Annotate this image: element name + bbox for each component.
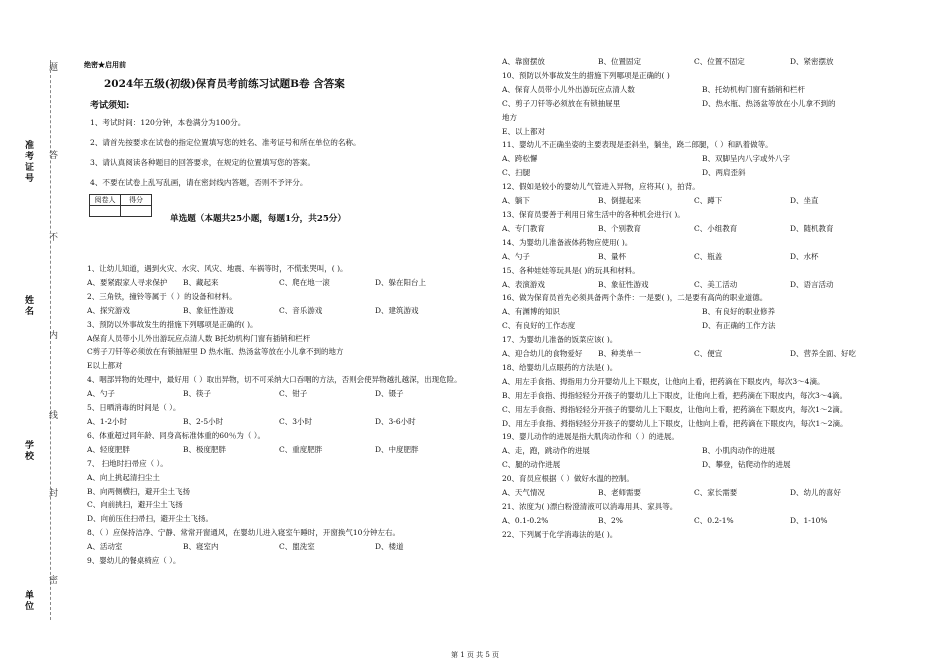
answer-option: A、要紧跟家人寻求保护 (87, 277, 168, 287)
answer-option: A、走，跑，跳动作的进展 (502, 446, 590, 456)
question-text: B、向两侧横扫，避开尘土飞扬 (87, 486, 191, 496)
answer-option: C、瓶盖 (694, 251, 723, 261)
question-text: E、以上都对 (502, 126, 545, 136)
option-row (502, 166, 912, 180)
page-title: 2024年五级(初级)保育员考前练习试题B卷 含答案 (104, 78, 345, 90)
answer-option: C、美工活动 (694, 279, 738, 289)
answer-option: C、盥洗室 (279, 542, 315, 552)
answer-option: B、小肌肉动作的进展 (702, 446, 776, 456)
answer-option: D、有正确的工作方法 (702, 321, 776, 331)
answer-option: B、有良好的职业修养 (702, 307, 776, 317)
option-row (87, 276, 482, 290)
option-row (502, 278, 912, 292)
notice-item: 1、考试时间：120分钟，本卷满分为100分。 (90, 118, 246, 127)
answer-option: A、保育人员带小儿外出游玩应点清人数 (502, 84, 635, 94)
answer-option: D、幼儿的喜好 (790, 488, 842, 498)
answer-option: B、双脚呈内八字或外八字 (702, 154, 791, 164)
margin-label-school: 学校 (23, 440, 33, 462)
answer-option: C、3小时 (279, 416, 313, 426)
answer-option: A、天气情况 (502, 488, 545, 498)
answer-option: C、重度肥胖 (279, 444, 323, 454)
question-text: A、用左手食指、拇指用力分开婴幼儿上下眼皮，让他向上看，把药滴在下眼皮内，每次3～4滴。 (502, 376, 825, 386)
answer-option: B、筷子 (183, 389, 212, 399)
question-text: 4、咽部异物的处理中，最好用（ ）取出异物，切不可采纳大口吞咽的方法，否则会使异物越扎越深，出现危险。 (87, 375, 462, 385)
reviewer-cell (90, 206, 121, 217)
answer-option: A、躺下 (502, 196, 530, 206)
question-text: 13、保育员要善于利用日常生活中的各种机会进行( )。 (502, 209, 685, 219)
option-row (502, 250, 912, 264)
answer-option: C、家长需要 (694, 488, 738, 498)
answer-option: A、活动室 (87, 542, 123, 552)
answer-option: A、跨松懈 (502, 154, 538, 164)
notice-item: 3、请认真阅读各种题目的回答要求，在规定的位置填写您的答案。 (90, 158, 316, 167)
question-text: 11、婴幼儿不正确坐姿的主要表现是歪斜坐，躺坐，跷二郎腿，（ ）和趴着做等。 (502, 140, 773, 150)
answer-option: B、种类单一 (598, 349, 642, 359)
answer-option: B、极度肥胖 (183, 444, 227, 454)
seal-char: 封 (47, 488, 57, 498)
question-text: 21、浓度为( )漂白粉澄清液可以消毒用具、家具等。 (502, 502, 678, 511)
question-text: C剪子刀钎等必须放在有锁抽屉里 D 热水瓶、热汤盆等放在小儿拿不到的地方 (87, 347, 344, 357)
answer-option: C、0.2-1% (694, 515, 734, 525)
question-text: 22、下列属于化学消毒法的是( )。 (502, 529, 618, 539)
answer-option: D、坐直 (790, 196, 819, 206)
question-text: C、向前挑扫，避开尘土飞扬 (87, 500, 183, 510)
answer-option: D、建筑游戏 (375, 305, 419, 315)
option-row (502, 347, 912, 361)
answer-option: B、倒提起来 (598, 196, 642, 206)
option-row (87, 540, 482, 554)
option-row (502, 152, 912, 166)
answer-option: B、位置固定 (598, 57, 642, 66)
answer-option: A、迎合幼儿的食物爱好 (502, 349, 583, 359)
question-text: 2、三角铁，撞铃等属于（ ）的设备和材料。 (87, 291, 237, 301)
question-text: 16、做为保育员首先必须具备两个条件：一是要( )，二是要有高尚的职业道德。 (502, 293, 768, 303)
score-header: 得分 (121, 195, 152, 206)
option-row (502, 194, 912, 208)
question-text: D、向前压住扫帚扫，避开尘土飞扬。 (87, 514, 214, 524)
answer-option: A、有渊博的知识 (502, 307, 560, 317)
seal-char: 答 (47, 150, 57, 160)
answer-option: C、扫腿 (502, 168, 531, 178)
notice-title: 考试须知: (90, 101, 130, 111)
option-row (87, 415, 482, 429)
answer-option: D、语言活动 (790, 279, 834, 289)
seal-char: 题 (47, 62, 57, 72)
answer-option: D、楼道 (375, 542, 404, 552)
section-title: 单选题（本题共25小题，每题1分，共25分） (170, 214, 346, 224)
notice-item: 4、不要在试卷上乱写乱画，请在密封线内答题，否则不予评分。 (90, 178, 308, 187)
question-text: 10、预防以外事故发生的措施下列哪项是正确的( ) (502, 70, 670, 80)
answer-option: B、2% (598, 515, 623, 525)
option-row (502, 319, 912, 333)
answer-option: A、轻度肥胖 (87, 444, 130, 454)
answer-option: D、紧密摆放 (790, 57, 834, 66)
answer-option: C、小组教育 (694, 223, 738, 233)
answer-option: C、爬在地一滚 (279, 277, 330, 287)
answer-option: A、勺子 (87, 389, 115, 399)
page-number: 第 1 页 共 5 页 (450, 651, 500, 659)
answer-option: A、靠窗摆放 (502, 57, 545, 66)
question-text: 1、让幼儿知道，遇到火灾、水灾、风灾、地震、车祸等时，不慌张哭叫，( )。 (87, 264, 348, 273)
question-text: 20、育员应根据（ ）做好水温的控制。 (502, 474, 634, 484)
answer-option: C、位置不固定 (694, 57, 745, 66)
score-table (89, 194, 152, 217)
answer-option: D、随机教育 (790, 223, 834, 233)
margin-label-name: 姓名 (23, 295, 33, 317)
right-question-column (502, 55, 912, 542)
binding-margin (0, 0, 72, 671)
question-text: 15、各种娃娃等玩具是( )的玩具和材料。 (502, 265, 640, 275)
answer-option: B、象征性游戏 (598, 279, 649, 289)
answer-option: D、攀登，钻爬动作的进展 (702, 460, 791, 470)
seal-char: 不 (47, 232, 57, 242)
answer-option: B、托幼机构门窗有插销和栏杆 (702, 84, 806, 94)
reviewer-header: 阅卷人 (90, 195, 121, 206)
notice-item: 2、请首先按要求在试卷的指定位置填写您的姓名、准考证号和所在单位的名称。 (90, 138, 361, 147)
question-text: 8、（ ）应保持洁净、宁静、常常开窗通风，在婴幼儿进入寝室午睡时，开窗换气10分钟左右。 (87, 528, 400, 538)
answer-option: C、钳子 (279, 389, 308, 399)
answer-option: B、2-5小时 (183, 416, 224, 426)
answer-option: A、0.1-0.2% (502, 515, 549, 525)
question-text: 12、假如是较小的婴幼儿气管进入异物，应将其( )，拍背。 (502, 182, 700, 192)
question-text: 9、婴幼儿的餐桌椅应（ ）。 (87, 556, 181, 566)
question-text: 18、给婴幼儿点眼药的方法是( )。 (502, 362, 618, 372)
answer-option: A、专门教育 (502, 223, 545, 233)
answer-option: B、老师需要 (598, 488, 642, 498)
answer-option: A、表演游戏 (502, 279, 545, 289)
answer-option: B、个别教育 (598, 223, 642, 233)
confidential-mark: 绝密★启用前 (84, 60, 126, 69)
option-row (502, 97, 912, 111)
question-text: 7、 扫地时扫帚应（ ）。 (87, 458, 168, 468)
option-row (502, 222, 912, 236)
answer-option: D、两肩歪斜 (702, 168, 746, 178)
question-text: E以上都对 (87, 361, 123, 371)
answer-option: B、象征性游戏 (183, 305, 234, 315)
answer-option: C、便宜 (694, 349, 723, 359)
answer-option: B、量杯 (598, 251, 627, 261)
option-row (502, 458, 912, 472)
left-question-column (87, 262, 482, 568)
answer-option: B、藏起来 (183, 277, 219, 287)
score-cell (121, 206, 152, 217)
answer-option: D、营养全面、好吃 (790, 349, 857, 359)
option-row (502, 486, 912, 500)
margin-label-exam-id: 准考证号 (23, 140, 33, 184)
option-row (502, 55, 912, 69)
answer-option: D、镊子 (375, 389, 404, 399)
question-text: C、用左手食指、拇指轻轻分开孩子的婴幼儿上下眼皮，让他向上看，把药滴在下眼皮内，每次1～2滴。 (502, 404, 848, 414)
seal-char: 内 (47, 330, 57, 340)
option-row (502, 305, 912, 319)
question-text: 5、日晒消毒的时间是（ ）。 (87, 403, 181, 413)
question-text: 地方 (502, 112, 517, 122)
answer-option: C、剪子刀钎等必须放在有锁抽屉里 (502, 98, 621, 108)
answer-option: C、有良好的工作态度 (502, 321, 576, 331)
seal-char: 密 (47, 575, 57, 585)
option-row (87, 443, 482, 457)
answer-option: D、3-6小时 (375, 416, 416, 426)
answer-option: C、音乐游戏 (279, 305, 323, 315)
answer-option: A、探究游戏 (87, 305, 130, 315)
answer-option: B、寝室内 (183, 542, 219, 552)
question-text: 14、为婴幼儿准备液体药物应使用( )。 (502, 237, 633, 247)
seal-char: 线 (47, 410, 57, 420)
answer-option: D、水杯 (790, 251, 819, 261)
answer-option: D、中度肥胖 (375, 444, 419, 454)
seal-line (50, 60, 51, 620)
question-text: 19、婴儿动作的进展是指大肌肉动作和（ ）的进展。 (502, 432, 679, 442)
answer-option: C、蹲下 (694, 196, 723, 206)
margin-label-unit: 单位 (23, 590, 33, 612)
option-row (87, 387, 482, 401)
answer-option: D、热水瓶、热汤盆等放在小儿拿不到的 (702, 98, 836, 108)
answer-option: D、1-10% (790, 515, 828, 525)
answer-option: C、腿的动作进展 (502, 460, 561, 470)
option-row (502, 444, 912, 458)
option-row (87, 304, 482, 318)
question-text: D、用左手食指、拇指轻轻分开孩子的婴幼儿上下眼皮，让他向上看，把药滴在下眼皮内，每次1～2滴。 (502, 418, 848, 428)
answer-option: A、1-2小时 (87, 416, 127, 426)
answer-option: A、勺子 (502, 251, 530, 261)
option-row (502, 514, 912, 528)
question-text: A、向上挑起清扫尘土 (87, 472, 160, 482)
question-text: 6、体重超过同年龄、同身高标准体重的60％为（ ）。 (87, 430, 265, 440)
question-text: 3、预防以外事故发生的措施下列哪项是正确的( )。 (87, 319, 258, 329)
question-text: B、用左手食指、拇指轻轻分开孩子的婴幼儿上下眼皮，让他向上看，把药滴在下眼皮内，每次3～4滴。 (502, 390, 848, 400)
question-text: 17、为婴幼儿准备的饭菜应该( )。 (502, 335, 618, 345)
option-row (502, 83, 912, 97)
answer-option: D、躲在阳台上 (375, 277, 427, 287)
question-text: A保育人员带小儿外出游玩应点清人数 B托幼机构门窗有插销和栏杆 (87, 333, 311, 343)
